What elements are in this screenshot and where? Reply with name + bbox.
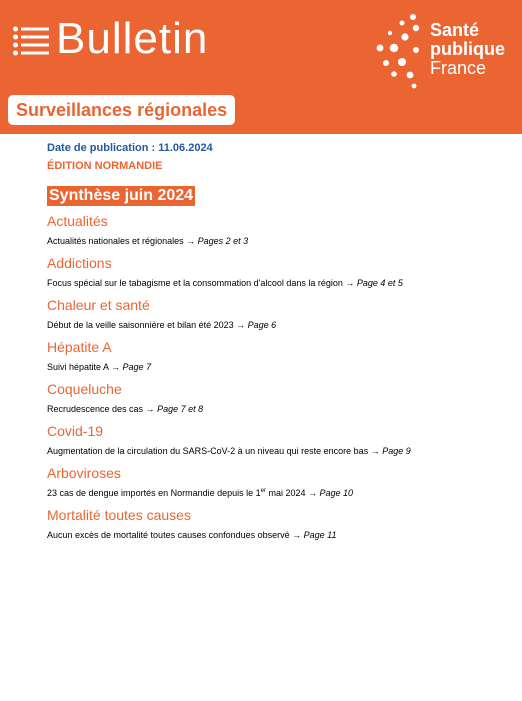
topic-desc-text: 23 cas de dengue importés en Normandie depuis le 1 — [47, 488, 261, 498]
topic-title: Addictions — [47, 255, 112, 271]
section-badge: Surveillances régionales — [8, 95, 235, 125]
topic-desc-text: Suivi hépatite A → — [47, 362, 123, 372]
topic-desc — [47, 445, 507, 458]
page-ref-link[interactable]: Page 9 — [382, 446, 411, 456]
topic-title: Actualités — [47, 213, 108, 229]
edition-label: ÉDITION NORMANDIE — [47, 160, 163, 172]
publication-date: Date de publication : 11.06.2024 — [47, 142, 213, 154]
topic-desc-text: Augmentation de la circulation du SARS-CoV-2 à un niveau qui reste encore bas → — [47, 446, 383, 456]
topic-mortalite — [47, 506, 507, 542]
topic-desc-text-end: mai 2024 → — [265, 488, 320, 498]
page-ref-link[interactable]: Page 6 — [247, 320, 277, 330]
ordinal-superscript: er — [260, 488, 266, 494]
content — [47, 141, 507, 542]
topic-desc — [47, 403, 507, 416]
topic-title: Mortalité toutes causes — [47, 507, 191, 523]
topic-desc-text: Aucun excès de mortalité toutes causes confondues observé → — [47, 530, 304, 540]
header-banner — [0, 0, 522, 134]
page-ref-link[interactable]: Page 10 — [319, 488, 354, 498]
logo-line-1: Santé — [430, 20, 480, 40]
topic-chaleur-sante — [47, 296, 507, 332]
page-ref-link[interactable]: Page 11 — [303, 530, 337, 540]
topic-coqueluche — [47, 380, 507, 416]
topic-covid-19 — [47, 422, 507, 458]
topic-title: Covid-19 — [47, 423, 104, 439]
synthese-title: Synthèse juin 2024 — [49, 187, 194, 204]
bulletin-title: Bulletin — [56, 14, 209, 63]
topic-addictions — [47, 254, 507, 290]
topic-desc — [47, 319, 507, 332]
dots-logo-icon — [372, 12, 432, 90]
topic-desc-text: Focus spécial sur le tabagisme et la consommation d'alcool dans la région → — [47, 278, 357, 288]
logo-text — [430, 21, 505, 78]
topic-desc-text: Début de la veille saisonnière et bilan été 2023 → — [47, 320, 248, 330]
topic-desc — [47, 277, 507, 290]
topic-title: Hépatite A — [47, 339, 112, 355]
page-ref-link[interactable]: Page 4 et 5 — [356, 278, 403, 288]
topic-title: Chaleur et santé — [47, 297, 150, 313]
logo-line-2: publique — [430, 39, 505, 59]
topic-hepatite-a — [47, 338, 507, 374]
page-ref-link[interactable]: Pages 2 et 3 — [197, 236, 249, 246]
topic-title: Arboviroses — [47, 465, 121, 481]
topic-desc — [47, 529, 507, 542]
topic-arboviroses — [47, 464, 507, 500]
page-ref-link[interactable]: Page 7 — [122, 362, 152, 372]
topic-title: Coqueluche — [47, 381, 122, 397]
menu-lines-icon[interactable] — [13, 26, 49, 56]
logo-line-3: France — [430, 58, 487, 78]
page-ref-link[interactable]: Page 7 et 8 — [157, 404, 204, 414]
topic-desc-text: Recrudescence des cas → — [47, 404, 158, 414]
topic-desc — [47, 361, 507, 374]
topic-actualites — [47, 212, 507, 248]
topic-desc — [47, 487, 507, 500]
topic-desc-text: Actualités nationales et régionales → — [47, 236, 198, 246]
topic-desc — [47, 235, 507, 248]
